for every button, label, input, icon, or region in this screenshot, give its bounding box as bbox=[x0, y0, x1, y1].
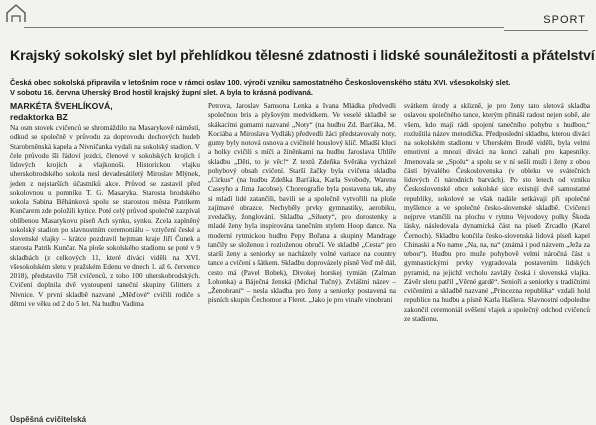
byline-role: redaktorka BZ bbox=[10, 112, 68, 122]
lead-line-1: Česká obec sokolská připravila v letošním roce v rámci oslav 100. výročí vzniku samostatného Československého státu XVI. všesokolský slet. bbox=[10, 78, 511, 87]
byline-name: MARKÉTA ŠVEHLÍKOVÁ, bbox=[10, 101, 113, 111]
section-label: SPORT bbox=[543, 14, 586, 26]
lead-line-2: V sobotu 16. června Uherský Brod hostil krajský župní slet. A byla to krásná podívaná. bbox=[10, 87, 313, 97]
article-column-1 bbox=[10, 124, 200, 309]
article-lead bbox=[10, 78, 590, 97]
next-article-heading-fragment: Úspěšná cvičitelská bbox=[10, 415, 87, 424]
column-2-text: Petrova, Jaroslav Samsona Lenka a Ivana Mládka předvedli společnou bris a plyšovým medvídkem. Ve veselé skladbě se skákacími gumami nazvané „Noty“ (na hudbu Zd. Barťáka, M. Kociába a Miroslava Vydlák) předvedli žáci představovaly noty, gumy byly notová osnova a cvičitelé houslový klíč. Mladší kluci a holky cvičili s míči a žíněnkami na hudbu Jaroslava Uhlíře skladbu „Děti, to je věc!“ Z textů Zdeňka Svěráka vycházel pohybový obsah cvičení. Starší žačky byla cvičena skladba „Cirkus“ (na hudbu Zdeňka Barťáka, Karla Svobody, Warena Caseyho a Jima Jacobse). Choreografie byla postavena tak, aby si mladí lidé zatančili, bavili se a společně vytvořili na ploše zajímavé obrazce. Nechyběly prvky gymnastiky, aerobiku, zvedačky, žonglování. Skladba „Siluety“, pro dorostenky a mladé ženy byla inspirována tanečním stylem Hoop dance. Na moderní rytmickou hudbu Pepy Bořana a skupiny Mandrage tančily se složenou i rozloženou obručí. Ve skladbě „Cesta“ pro starší ženy a seniorky se nacházely volné variace na country tance a cvičení s šátkem. Skladbu doprovázely písně Veď mě dál, cesto má (Pavel Bobek), Divokej horskej tymián (Zalman Lohonka) a Báječná ženská (Michal Tučný). Zvláštní název – „Ženobraní“ – nesla skladba pro ženy a seniorky postavená na písních skupin Čechomor a Fleret. „Jako je pro vinaře vinobraní bbox=[208, 102, 396, 305]
column-1-text: Na osm stovek cvičenců se shromáždilo na Masarykově náměstí, odkud se společně v průvodu za doprovodu dechových hudeb Starobrněnská kapela a Nivničanka vydali na sokolský stadion. V čele průvodu šli řádoví jezdci, členové v sokolských krojích i lidových krojích a vlajkonoši. Historickou vlajku uherskobrodského sokola nesl devadesátiletý Miroslav Mlýnek, jeden z nejstarších účastníků akce. Průvod se zastavil před sokolovnou u pomníku T. G. Masaryka. Starosta brodského sokola Sabina Běhánková spolu se starostou města Patrikem Kunčarem zde položili kytice. Poté celý průvod společně zazpíval oblíbenou Masarykovu píseň Ach synku, synku. Zcela zaplněný sokolský stadion po slavnostním ceremoniálu – vztyčení české a slovenské vlajky – krátce pozdravil hejtman kraje Jiří Čunek a starosta Patrik Kunčar. Na ploše sokolského stadionu se poté v 9 skladbách (z celkových 11, které diváci viděli na XVI. všesokolském sletu v pražském Edenu ve dnech 1. až 6. července 2018), představilo 758 cvičenců, z toho 100 uherskobrodských. Cvičení doplnila dvě vystoupení taneční skupiny Glitters z Nivnice. V první skladbě nazvané „Měďové“ cvičili rodiče s dětmi ve věku od 2 do 5 let. Na hudbu Vadima bbox=[10, 124, 200, 308]
header-rule bbox=[24, 27, 504, 28]
newspaper-logo-icon bbox=[5, 2, 27, 24]
page-header bbox=[0, 0, 596, 40]
article-headline: Krajský sokolský slet byl přehlídkou tělesné zdatnosti i lidské sounáležitosti a přátelství bbox=[10, 48, 595, 64]
section-rule bbox=[504, 30, 588, 31]
article-column-2 bbox=[208, 102, 396, 306]
column-3-text: svátkem úrody a sklizně, je pro ženy tato sletová skladba oslavou společného tance, kterým přináší radost nejen sobě, ale všem, kdo mají rádi spojení tanečního pohybu s hudbou,“ rozluštila název metodička. Předposlední skladbu, kterou diváci na sokolském stadionu v Uherském Brodě viděli, byla velmi emotivní a mnozí diváci na konci zahali pro kapesníky. Jmenovala se „Spolu“ a spolu se v ní sešli muži i ženy z obou částí bývalého Československa (v obleku ve svátečních lidových či národních barvách). Po sto letech od vzniku Československé obce sokolské sice existují dvě samostatné republiky, sokolové se však nadále setkávají při společné myšlence a ve společné česko-slovenské skladbě. Cvičenci nejprve vtančili na plochu v rytmu Vejvodovy polky Škoda lásky, následovala dynamická část na píseň Zrcadlo (Karel Černoch). Skladbu končila česko-slovenská lidová píseň kapel Chinaski a No name „Na, na, na“ (známá i pod názvem „Ježa za tebou“). Hudbu pro muže pohybově velmi náročná část s gymnastickými prvky vygradovala postavením lidských pyramid, na jejichž vrcholu zavlály česká i slovenská vlajka. Závěr sletu patřil „Věrné gardě“. Senioři a seniorky s tradičními cvičeními a skladbě nazvané „Princezna republika“ vzdali hold republice na hudbu a písně Karla Hašlera. Slavnostní odpoledne zakončil ceremoniál svěšení vlajek a společný odchod cvičenců ze stadionu. bbox=[404, 102, 590, 323]
byline bbox=[10, 101, 200, 123]
article-column-3 bbox=[404, 102, 590, 324]
